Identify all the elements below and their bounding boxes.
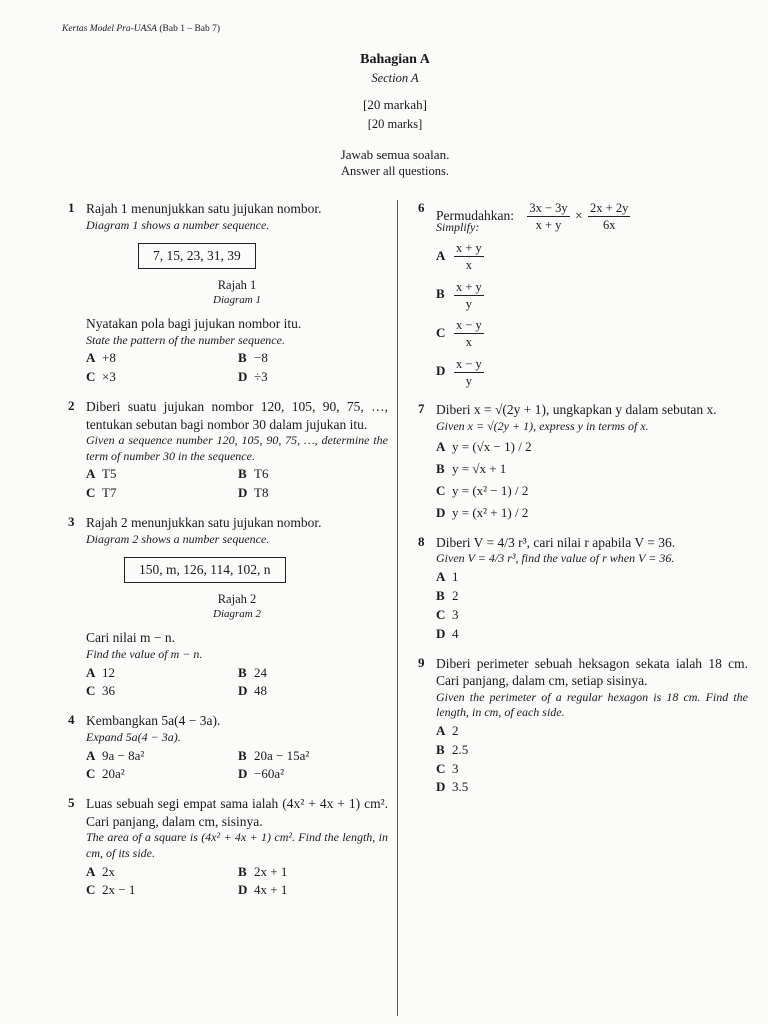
options: [436, 240, 748, 389]
options: [86, 350, 388, 386]
question-text: Diberi x = √(2y + 1), ungkapkan y dalam sebutan x.: [436, 402, 717, 418]
option-d[interactable]: D y = (x² + 1) / 2: [436, 504, 529, 520]
question-text: Kembangkan 5a(4 − 3a).: [86, 713, 221, 729]
option-b[interactable]: B 2: [436, 587, 459, 603]
diagram-label: Rajah 2: [217, 591, 257, 606]
option-b[interactable]: B $\frac{x + y}{y}$: [436, 279, 482, 311]
option-c[interactable]: C y = (x² − 1) / 2: [436, 483, 529, 499]
question-9: [418, 655, 748, 797]
option-a[interactable]: A y = (√x − 1) / 2: [436, 439, 532, 455]
left-column: [68, 200, 388, 911]
option-b[interactable]: B T6: [238, 466, 269, 482]
option-c[interactable]: C ×3: [86, 369, 116, 385]
expression-fraction-2: $\frac{2x + 2y}{6x}$: [590, 201, 629, 233]
options: [436, 569, 748, 643]
question-text: Diberi V = 4/3 r³, cari nilai r apabila V = 36.: [436, 534, 676, 550]
option-c[interactable]: C 3: [436, 606, 459, 622]
option-b[interactable]: B 2x + 1: [238, 863, 288, 879]
option-c[interactable]: C $\frac{x - y}{x}$: [436, 318, 482, 350]
question-8: [418, 534, 748, 643]
option-b[interactable]: B −8: [238, 350, 268, 366]
question-4: [68, 712, 388, 783]
option-d[interactable]: D 48: [238, 683, 267, 699]
option-a[interactable]: A 9a − 8a²: [86, 747, 145, 763]
question-ask-en: Find the value of m − n.: [86, 647, 203, 661]
question-3: [68, 514, 388, 700]
question-number: 2: [68, 398, 75, 414]
question-number: 4: [68, 712, 75, 728]
question-text-en: Diagram 1 shows a number sequence.: [86, 217, 270, 232]
question-number: 1: [68, 200, 75, 215]
question-number: 7: [418, 401, 425, 417]
question-ask: Cari nilai m − n.: [86, 630, 175, 646]
section-marks-en: [20 marks]: [367, 117, 423, 131]
right-column: [418, 200, 748, 808]
question-ask: Nyatakan pola bagi jujukan nombor itu.: [86, 316, 302, 332]
question-text: Rajah 2 menunjukkan satu jujukan nombor.: [86, 515, 322, 531]
question-text: Luas sebuah segi empat sama ialah (4x² + 4x + 1) cm². Cari panjang, dalam cm, sisinya.: [86, 796, 388, 829]
option-d[interactable]: D 4x + 1: [238, 882, 288, 898]
option-d[interactable]: D ÷3: [238, 369, 268, 385]
option-a[interactable]: A 1: [436, 568, 459, 584]
options: [436, 723, 748, 797]
question-text-en: Expand 5a(4 − 3a).: [86, 729, 181, 744]
question-2: [68, 398, 388, 502]
question-number: 5: [68, 795, 75, 811]
option-a[interactable]: A +8: [86, 350, 116, 366]
options: [86, 665, 388, 701]
option-d[interactable]: D −60a²: [238, 766, 284, 782]
instructions: Jawab semua soalan.: [340, 147, 450, 162]
question-1: [68, 200, 388, 386]
option-a[interactable]: A 2: [436, 722, 459, 738]
option-d[interactable]: D $\frac{x - y}{y}$: [436, 356, 482, 388]
question-7: [418, 401, 748, 522]
option-b[interactable]: B 20a − 15a²: [238, 747, 310, 763]
section-title-en: Section A: [371, 71, 419, 85]
question-number: 8: [418, 533, 425, 549]
diagram-label-en: Diagram 2: [213, 608, 261, 621]
option-b[interactable]: B y = √x + 1: [436, 461, 507, 477]
header-source: Kertas Model Pra-UASA: [62, 24, 157, 34]
option-b[interactable]: B 2.5: [436, 741, 469, 757]
diagram-label: Rajah 1: [217, 277, 257, 292]
diagram-label-en: Diagram 1: [213, 293, 261, 306]
section-marks: [20 markah]: [363, 97, 427, 112]
option-a[interactable]: A 2x: [86, 863, 115, 879]
question-text-en: Given V = 4/3 r³, find the value of r when V = 36.: [436, 551, 675, 566]
option-a[interactable]: A $\frac{x + y}{x}$: [436, 241, 482, 273]
options: [436, 439, 748, 522]
option-a[interactable]: A 12: [86, 664, 115, 680]
expression-fraction-1: $\frac{3x - 3y}{x + y}$: [529, 201, 568, 233]
instructions-en: Answer all questions.: [341, 164, 449, 178]
question-number: 3: [68, 514, 75, 530]
option-c[interactable]: C 20a²: [86, 766, 125, 782]
column-divider: [397, 200, 398, 1016]
sequence-box: 150, m, 126, 114, 102, n: [124, 557, 286, 583]
question-ask-en: State the pattern of the number sequence.: [86, 332, 285, 347]
options: [86, 748, 388, 784]
options: [86, 864, 388, 900]
question-5: [68, 795, 388, 899]
option-d[interactable]: D T8: [238, 485, 269, 501]
question-text: Permudahkan: $\frac{3x - 3y}{x + y}$ × $\frac{2x + 2y}{6x}$: [436, 201, 629, 233]
option-b[interactable]: B 24: [238, 664, 267, 680]
question-text: Diberi suatu jujukan nombor 120, 105, 90, 75, …, tentukan sebutan bagi nombor 30 dalam jujukan itu.: [86, 399, 388, 432]
option-a[interactable]: A T5: [86, 466, 117, 482]
question-text-en: Given the perimeter of a regular hexagon is 18 cm. Find the length, in cm, of each side.: [436, 689, 748, 720]
question-text-en: Diagram 2 shows a number sequence.: [86, 531, 270, 546]
question-number: 9: [418, 654, 425, 670]
page-header: [62, 24, 220, 34]
option-d[interactable]: D 4: [436, 625, 459, 641]
header-chapters: (Bab 1 – Bab 7): [159, 24, 221, 34]
options: [86, 466, 388, 502]
option-d[interactable]: D 3.5: [436, 779, 469, 795]
question-text: Rajah 1 menunjukkan satu jujukan nombor.: [86, 201, 322, 216]
question-text-en: Given a sequence number 120, 105, 90, 75, …, determine the term of number 30 in the sequence.: [86, 433, 388, 463]
question-text: Diberi perimeter sebuah heksagon sekata ialah 18 cm. Cari panjang, dalam cm, setiap sisinya.: [436, 655, 748, 689]
question-text-en: Simplify:: [436, 219, 480, 234]
question-text-en: The area of a square is (4x² + 4x + 1) cm². Find the length, in cm, of its side.: [86, 830, 388, 860]
option-c[interactable]: C 36: [86, 683, 115, 699]
question-text-en: Given x = √(2y + 1), express y in terms of x.: [436, 418, 649, 433]
question-number: 6: [418, 200, 425, 215]
option-c[interactable]: C 3: [436, 760, 459, 776]
section-title: Bahagian A: [360, 52, 430, 67]
times-operator: ×: [575, 207, 583, 223]
question-6: [418, 200, 748, 389]
option-c[interactable]: C T7: [86, 485, 117, 501]
sequence-box: 7, 15, 23, 31, 39: [138, 243, 256, 269]
option-c[interactable]: C 2x − 1: [86, 882, 136, 898]
